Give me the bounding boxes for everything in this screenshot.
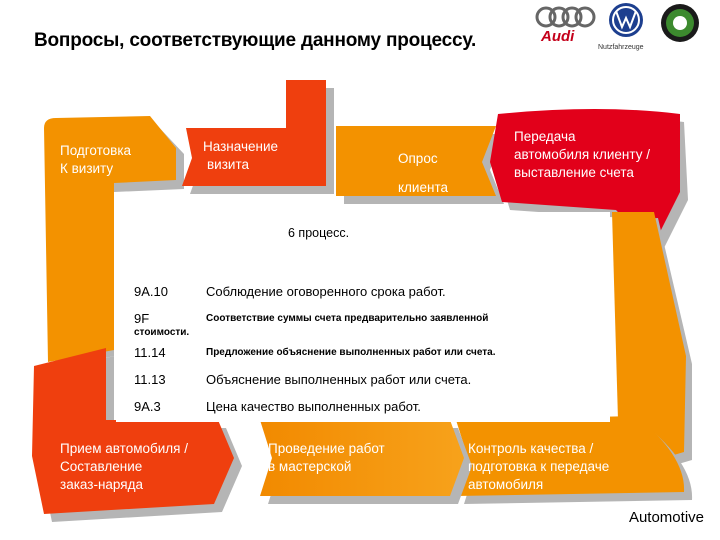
- step-reception-label: [60, 440, 188, 494]
- step-appointment-label: [203, 138, 278, 174]
- question-code: 9A.3: [134, 399, 161, 414]
- footer-brand: Automotive: [628, 509, 704, 526]
- question-text: Цена качество выполненных работ.: [206, 399, 421, 414]
- step-appointment-line: Назначение: [203, 139, 279, 154]
- question-code: 9F: [134, 311, 150, 326]
- step-handover-line: автомобиля клиенту /: [514, 147, 650, 162]
- step-workshop-line: в мастерской: [268, 459, 352, 474]
- audi-wordmark: Audi: [541, 28, 575, 45]
- skoda-logo-icon: [661, 4, 699, 42]
- step-prep-line: Подготовка: [60, 143, 132, 158]
- step-quality-line: автомобиля: [468, 477, 544, 492]
- step-prep-label: [60, 142, 131, 178]
- step-quality-line: Контроль качества /: [468, 441, 594, 456]
- step-survey-line: клиента: [398, 180, 448, 195]
- step-survey-label: [398, 144, 448, 202]
- question-text: Соответствие суммы счета предварительно заявленной: [206, 313, 489, 324]
- step-quality-line: подготовка к передаче: [468, 459, 610, 474]
- question-text: Объяснение выполненных работ или счета.: [206, 372, 472, 387]
- step-appointment-line: визита: [207, 157, 249, 172]
- audi-rings-icon: [537, 8, 594, 26]
- step-reception-line: заказ-наряда: [60, 477, 143, 492]
- question-code: 11.14: [134, 345, 166, 360]
- page-title: Вопросы, соответствующие данному процессу.: [34, 30, 477, 51]
- question-code: 9A.10: [134, 284, 168, 299]
- step-reception-line: Составление: [60, 459, 143, 474]
- step-survey-line: Опрос: [398, 151, 438, 166]
- question-text-continuation: стоимости.: [134, 327, 190, 338]
- question-text: Предложение объяснение выполненных работ или счета.: [206, 347, 496, 358]
- step-workshop-label: [268, 440, 385, 476]
- question-code: 11.13: [134, 372, 166, 387]
- step-handover-line: выставление счета: [514, 165, 634, 180]
- step-reception-line: Прием автомобиля /: [60, 441, 188, 456]
- step-handover-line: Передача: [514, 129, 576, 144]
- question-text: Соблюдение оговоренного срока работ.: [206, 284, 446, 299]
- appointment-arrow-shape: [182, 80, 334, 194]
- vw-logo-icon: [609, 3, 643, 37]
- process-label: 6 процесс.: [288, 226, 350, 240]
- step-prep-line: К визиту: [60, 161, 114, 176]
- vw-nutzfahrzeuge-label: Nutzfahrzeuge: [598, 44, 644, 51]
- step-handover-label: [514, 128, 650, 182]
- step-workshop-line: Проведение работ: [268, 441, 385, 456]
- step-quality-label: [468, 440, 609, 494]
